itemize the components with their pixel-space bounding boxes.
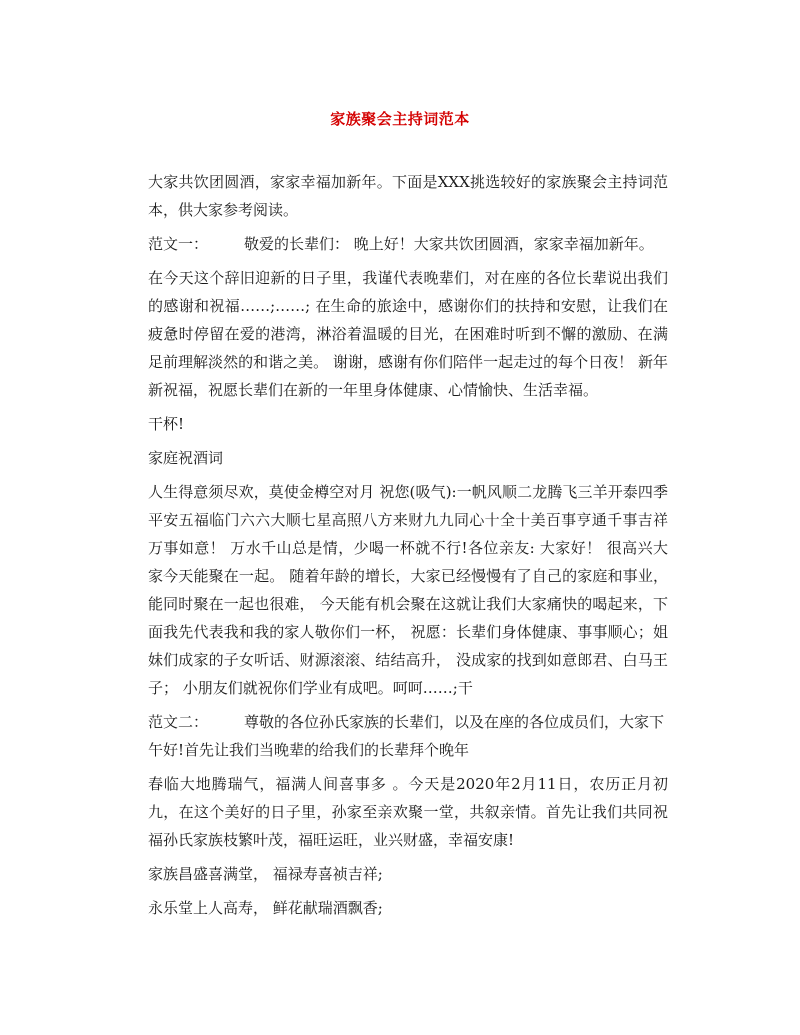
paragraph-couplet-2 <box>148 894 668 922</box>
paragraph-thanks <box>148 264 668 404</box>
fanwen1-paragraph <box>148 230 668 258</box>
couplet-2-text: 永乐堂上人高寿， 鲜花献瑞酒飘香; <box>148 899 383 917</box>
document-title: 家族聚会主持词范本 <box>330 110 470 128</box>
paragraph-spring <box>148 770 668 854</box>
cheers-text: 干杯! <box>148 415 185 433</box>
thanks-text: 在今天这个辞旧迎新的日子里，我谨代表晚辈们，对在座的各位长辈说出我们的感谢和祝福……;……; 在生命的旅途中，感谢你们的扶持和安慰，让我们在疲惫时停留在爱的港湾，淋浴着温暖的目光，在困难时听到不懈的激励、在满足前理解淡然的和谐之美。 谢谢，感谢有你们陪伴一起走过的每个日夜！ 新年新祝福，祝愿长辈们在新的一年里身体健康、心情愉快、生活幸福。 <box>148 269 668 399</box>
spring-text: 春临大地腾瑞气，福满人间喜事多 。今天是2020年2月11日，农历正月初九，在这个美好的日子里，孙家至亲欢聚一堂，共叙亲情。首先让我们共同祝福孙氏家族枝繁叶茂，福旺运旺，业兴财盛，幸福安康! <box>148 775 668 849</box>
fanwen2-text: 尊敬的各位孙氏家族的长辈们，以及在座的各位成员们，大家下午好!首先让我们当晚辈的给我们的长辈拜个晚年 <box>148 713 665 759</box>
toast-heading-text: 家庭祝酒词 <box>148 449 224 467</box>
document-body <box>148 168 668 928</box>
couplet-1-text: 家族昌盛喜满堂， 福禄寿喜祯吉祥; <box>148 865 383 883</box>
paragraph-toast-heading <box>148 444 668 472</box>
fanwen2-label: 范文二： <box>148 713 209 731</box>
intro-paragraph <box>148 168 668 224</box>
fanwen1-text: 敬爱的长辈们： 晚上好！大家共饮团圆酒，家家幸福加新年。 <box>244 235 654 253</box>
paragraph-cheers <box>148 410 668 438</box>
toast-text: 人生得意须尽欢，莫使金樽空对月 祝您(吸气):一帆风顺二龙腾飞三羊开泰四季平安五福临门六六大顺七星高照八方来财九九同心十全十美百事亨通千事吉祥万事如意！ 万水千山总是情，少喝一杯就不行!各位亲友: 大家好！ 很高兴大家今天能聚在一起。 随着年龄的增长，大家已经慢慢有了自己的家庭和事业，能同时聚在一起也很难， 今天能有机会聚在这就让我们大家痛快的喝起来，下面我先代表我和我的家人敬你们一杯， 祝愿：长辈们身体健康、事事顺心；姐妹们成家的子女听话、财源滚滚、结结高升， 没成家的找到如意郎君、白马王子； 小朋友们就祝你们学业有成吧。呵呵……;干 <box>148 483 668 697</box>
fanwen1-label: 范文一： <box>148 235 209 253</box>
paragraph-toast <box>148 478 668 702</box>
fanwen2-paragraph <box>148 708 668 764</box>
intro-text: 大家共饮团圆酒，家家幸福加新年。下面是XXX挑选较好的家族聚会主持词范本，供大家参考阅读。 <box>148 173 668 219</box>
paragraph-couplet-1 <box>148 860 668 888</box>
